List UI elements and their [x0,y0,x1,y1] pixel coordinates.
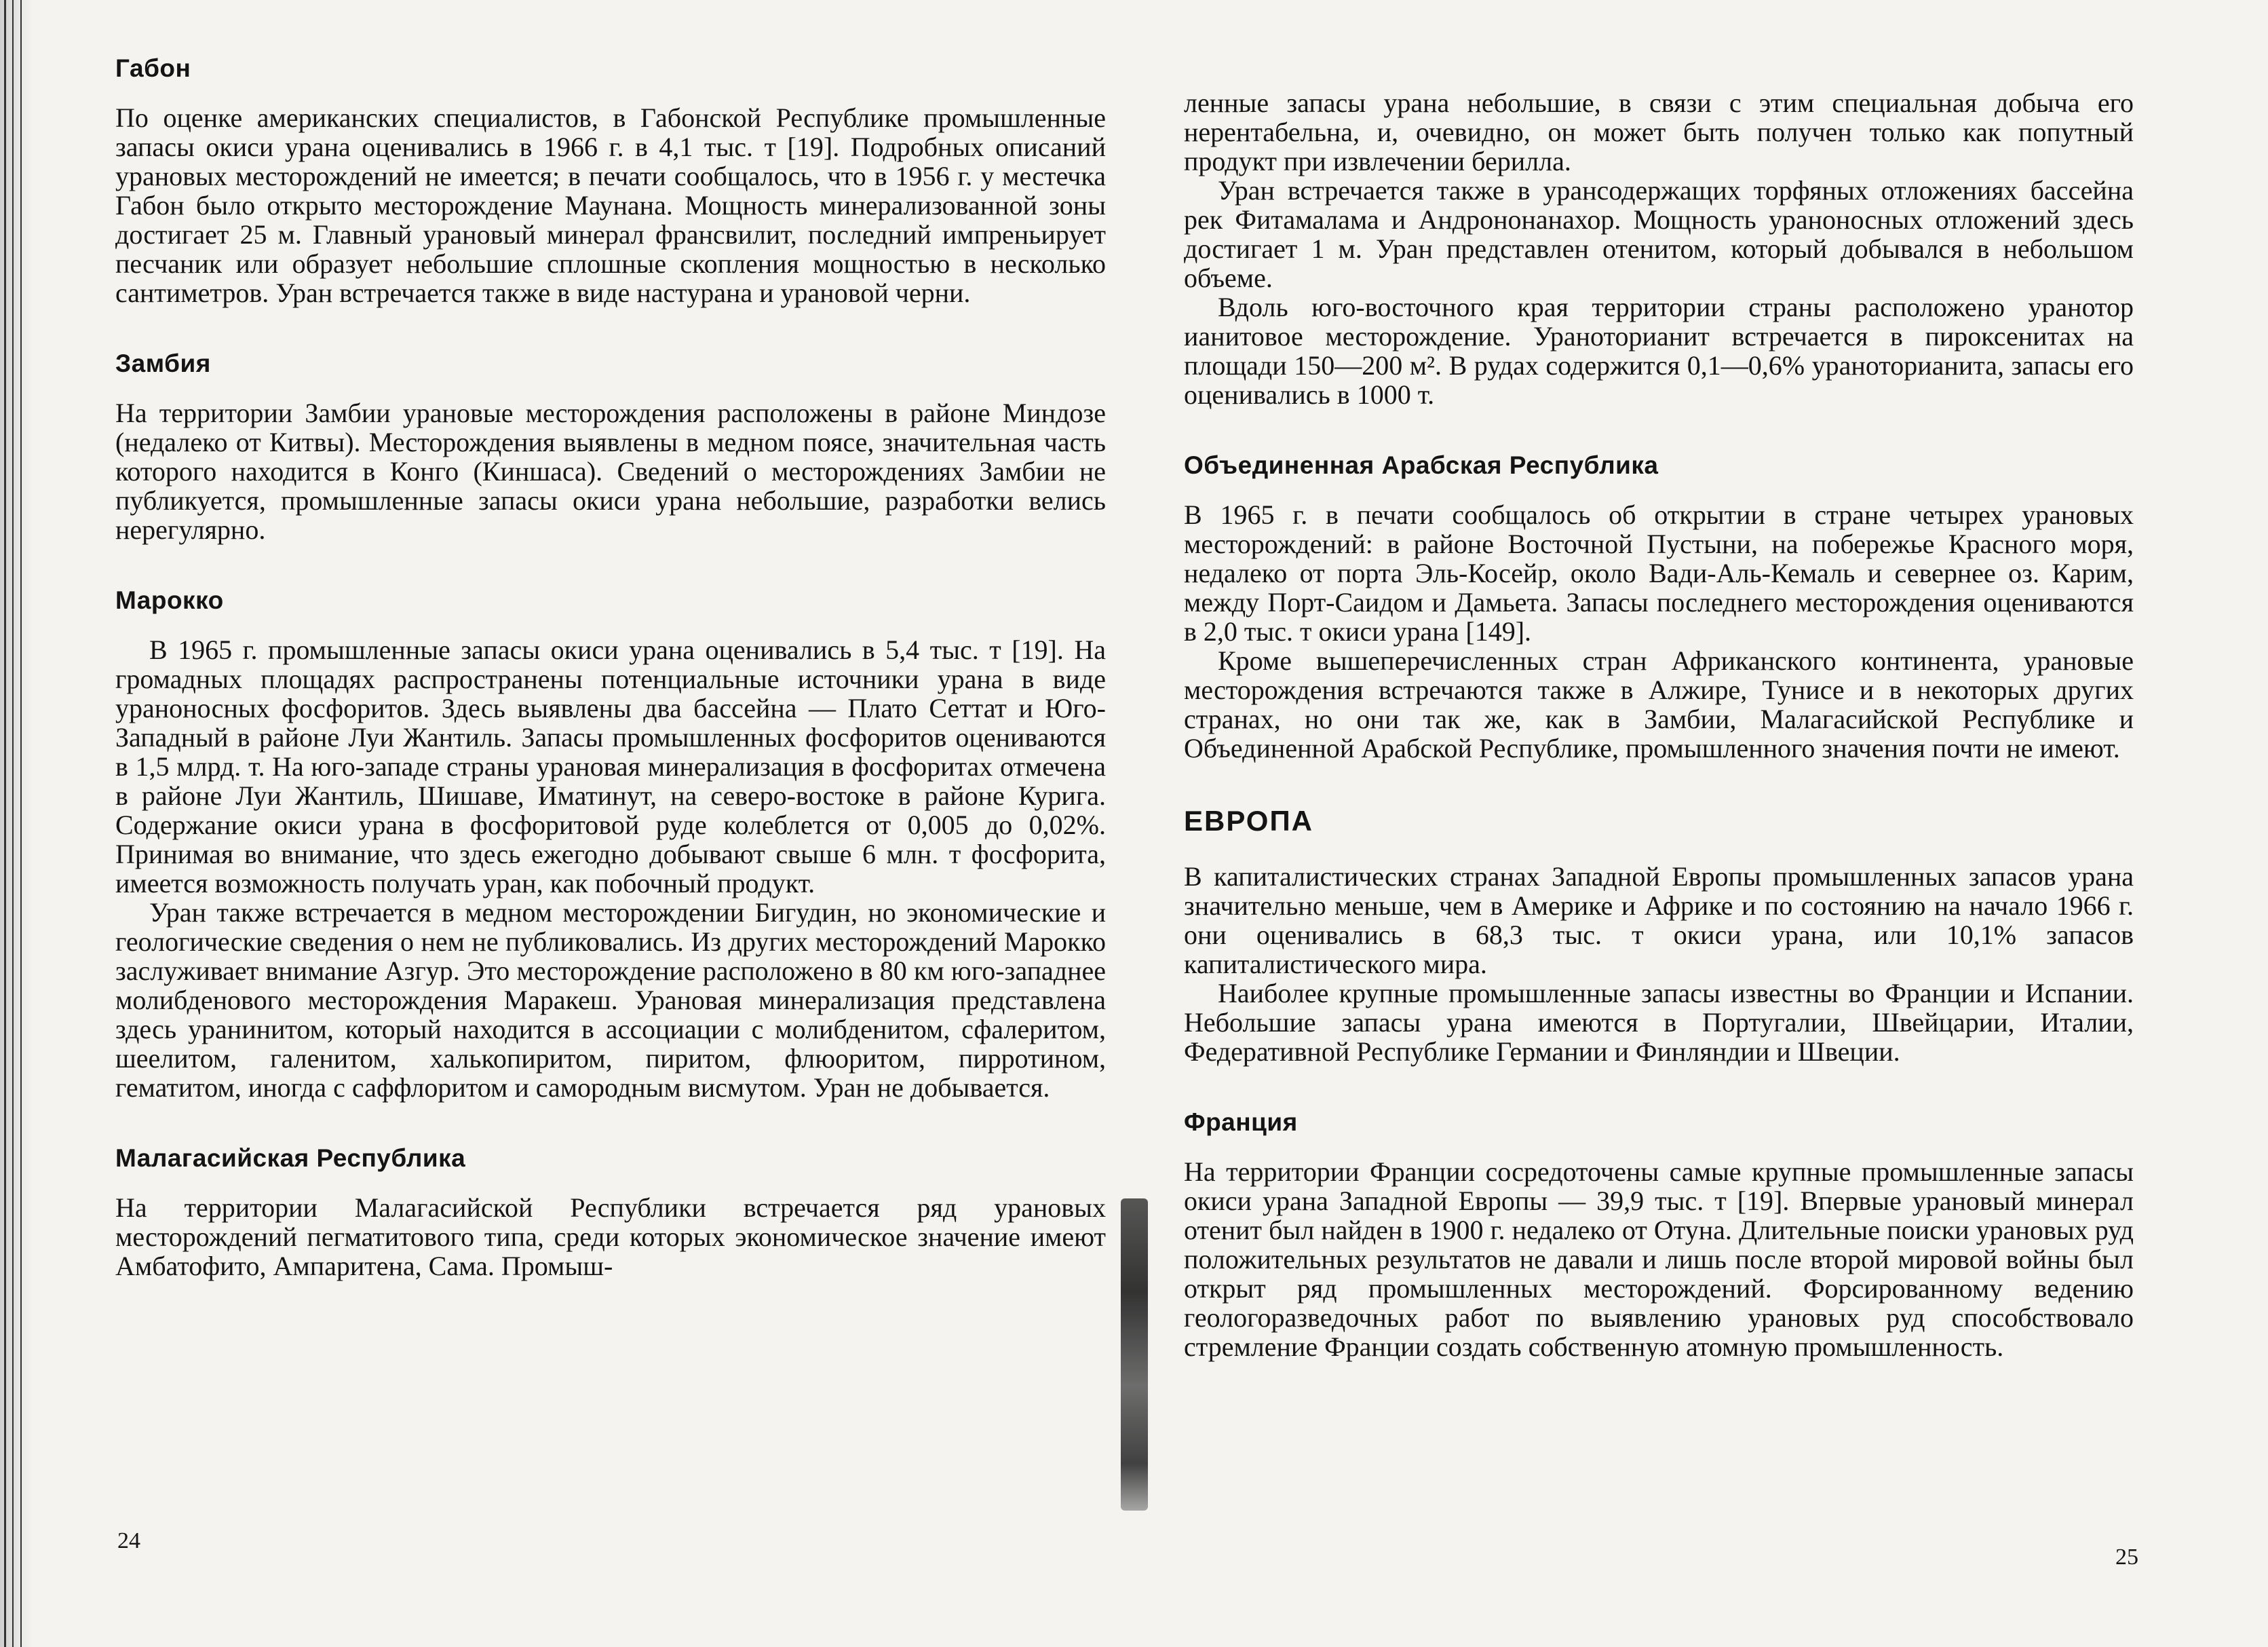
section-uar [1184,451,2134,763]
paragraph: В 1965 г. промышленные запасы окиси урана оценивались в 5,4 тыс. т [19]. На громадных площадях распространены потенциальные источники урана в виде ураноносных фосфоритов. Здесь выявлены два бассейна — Плато Сеттат и Юго-Западный в районе Луи Жантиль. Запасы промышленных фосфоритов оцениваются в 1,5 млрд. т. На юго-западе страны урановая минерализация в фосфоритах отмечена в районе Луи Жантиль, Шишаве, Иматинут, на северо-востоке в районе Курига. Содержание окиси урана в фосфоритовой руде колеблется от 0,005 до 0,02%. Принимая во внимание, что здесь ежегодно добывают свыше 6 млн. т фосфорита, имеется возможность получать уран, как побочный продукт. [115,635,1106,898]
section-zambia [115,349,1106,544]
paragraph: В капиталистических странах Западной Европы промышленных запасов урана значительно меньше, чем в Америке и Африке и по состоянию на начало 1966 г. они оценивались в 68,3 тыс. т окиси урана, или 10,1% запасов капиталистического мира. [1184,861,2134,979]
madagascar-continuation [1184,88,2134,409]
paragraph: По оценке американских специалистов, в Габонской Республике промышленные запасы окиси урана оценивались в 1966 г. в 4,1 тыс. т [19]. Подробных описаний урановых месторождений не имеется; в печати сообщалось, что в 1956 г. у местечка Габон было открыто месторождение Маунана. Мощность минерализованной зоны достигает 25 м. Главный урановый минерал франсвилит, последний импреньирует песчаник или образует небольшие сплошные скопления мощностью в несколько сантиметров. Уран встречается также в виде настурана и урановой черни. [115,102,1106,308]
section-heading: Замбия [115,349,211,377]
paragraph: Уран встречается также в урансодержащих торфяных отложениях бассейна рек Фитамалама и Андрононанахор. Мощность ураноносных отложений здесь достигает 1 м. Уран представлен отенитом, который добывался в небольшом объеме. [1184,175,2134,293]
section-heading: Объединенная Арабская Республика [1184,451,1659,479]
section-morocco [115,586,1106,1102]
section-heading: Марокко [115,586,224,614]
paragraph: Наиболее крупные промышленные запасы известны во Франции и Испании. Небольшие запасы урана имеются в Португалии, Швейцарии, Италии, Федеративной Республике Германии и Финляндии и Швеции. [1184,978,2134,1067]
left-page [115,0,1106,1647]
gutter-scan-artifact [1121,1198,1148,1511]
paragraph: Кроме вышеперечисленных стран Африканского континента, урановые месторождения встречаются также в Алжире, Тунисе и в некоторых других странах, но они так же, как в Замбии, Малагасийской Республике и Объединенной Арабской Республике, промышленного значения почти не имеют. [1184,645,2134,763]
right-page [1184,0,2134,1647]
section-heading: Франция [1184,1108,1298,1136]
paragraph: В 1965 г. в печати сообщалось об открытии в стране четырех урановых месторождений: в районе Восточной Пустыни, на побережье Красного моря, недалеко от порта Эль-Косейр, около Вади-Аль-Кемаль и севернее оз. Карим, между Порт-Саидом и Дамьета. Запасы последнего месторождения оцениваются в 2,0 тыс. т окиси урана [149]. [1184,499,2134,647]
section-gabon [115,54,1106,307]
paragraph: На территории Малагасийской Республики встречается ряд урановых месторождений пегматитового типа, среди которых экономическое значение имеют Амбатофито, Ампаритена, Сама. Промыш- [115,1192,1106,1281]
section-madagascar [115,1144,1106,1281]
page-number-left: 24 [117,1528,140,1553]
left-column [115,54,1106,1323]
page-number-right: 25 [2115,1545,2138,1570]
paragraph: ленные запасы урана небольшие, в связи с этим специальная добыча его нерентабельна, и, очевидно, он может быть получен только как попутный продукт при извлечении берилла. [1184,88,2134,176]
right-column [1184,88,2134,1403]
section-heading: Габон [115,54,191,82]
paragraph: Уран также встречается в медном месторождении Бигудин, но экономические и геологические сведения о нем не публиковались. Из других месторождений Марокко заслуживает внимание Азгур. Это месторождение расположено в 80 км юго-западнее молибденового месторождения Маракеш. Урановая минерализация представлена здесь уранинитом, который находится в ассоциации с молибденитом, сфалеритом, шеелитом, галенитом, халькопиритом, пиритом, флюоритом, пирротином, гематитом, иногда с саффлоритом и самородным висмутом. Уран не добывается. [115,897,1106,1103]
paragraph: На территории Франции сосредоточены самые крупные промышленные запасы окиси урана Западной Европы — 39,9 тыс. т [19]. Впервые урановый минерал отенит был найден в 1900 г. недалеко от Отуна. Длительные поиски урановых руд положительных результатов не давали и лишь после второй мировой войны был открыт ряд промышленных месторождений. Форсированному ведению геологоразведочных работ по выявлению урановых руд способствовало стремление Франции создать собственную атомную промышленность. [1184,1156,2134,1362]
region-europe [1184,805,2134,1066]
region-heading: ЕВРОПА [1184,805,1313,837]
paragraph: На территории Замбии урановые месторождения расположены в районе Миндозе (недалеко от Китвы). Месторождения выявлены в медном поясе, значительная часть которого находится в Конго (Киншаса). Сведений о месторождениях Замбии не публикуется, промышленные запасы окиси урана небольшие, разработки велись нерегулярно. [115,398,1106,545]
section-heading: Малагасийская Республика [115,1144,466,1172]
section-france [1184,1108,2134,1361]
paragraph: Вдоль юго-восточного края территории страны расположено уранотор​ианитовое месторождение. Уранотор​ианит встречается в пироксенитах на площади 150—200 м². В рудах содержится 0,1—0,6% уранотор​ианита, запасы его оценивались в 1000 т. [1184,292,2134,410]
book-binding [0,0,33,1647]
